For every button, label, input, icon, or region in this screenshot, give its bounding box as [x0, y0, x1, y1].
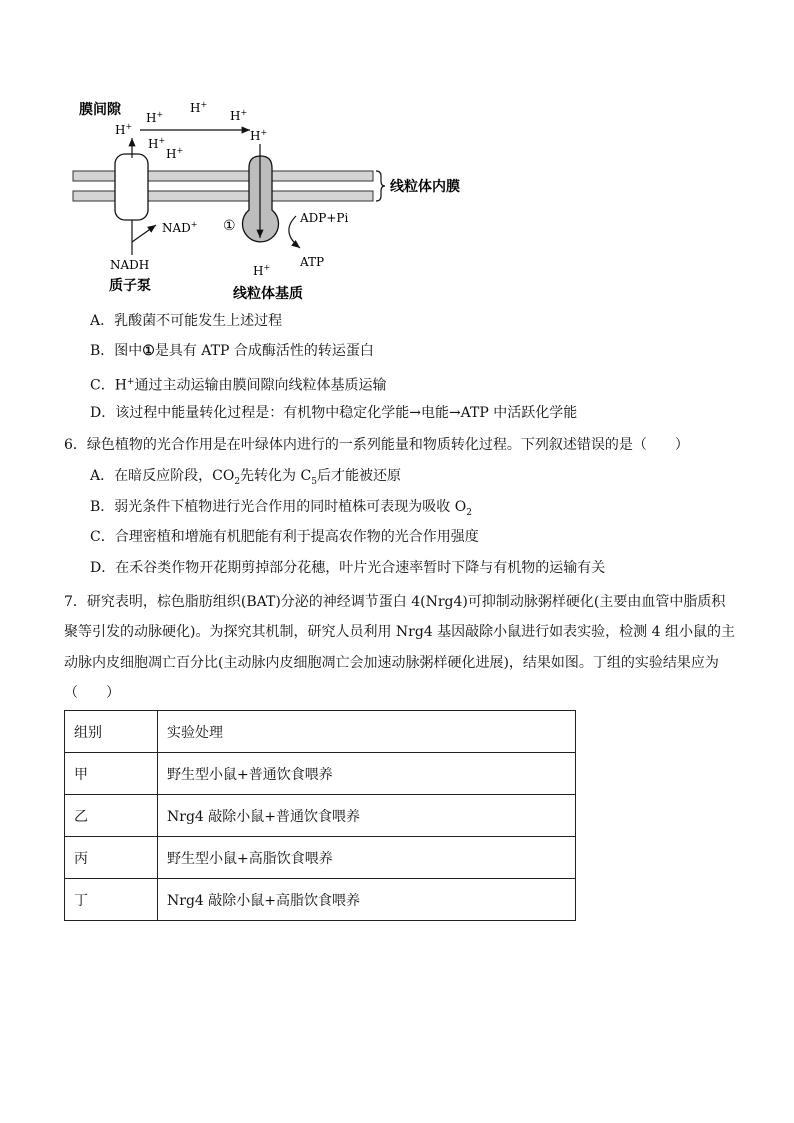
table-header-cell: 组别 [65, 711, 158, 753]
table-row [65, 837, 576, 879]
q7-stem-line-3: 动脉内皮细胞凋亡百分比(主动脉内皮细胞凋亡会加速动脉粥样硬化进展)，结果如图。丁组的实验结果应为 [64, 655, 719, 671]
q7-stem-line-1: 7．研究表明，棕色脂肪组织(BAT)分泌的神经调节蛋白 4(Nrg4)可抑制动脉粥样硬化(主要由血管中脂质积 [64, 594, 726, 610]
experiment-table [64, 710, 576, 921]
q7-stem-line-4: （ ） [64, 685, 120, 701]
table-cell-treatment: Nrg4 敲除小鼠+普通饮食喂养 [158, 795, 576, 837]
matrix-label: 线粒体基质 [233, 286, 303, 302]
circle-one-label: ① [223, 218, 236, 234]
circle-one-label: ① [142, 343, 155, 359]
q5-option-d: D．该过程中能量转化过程是：有机物中稳定化学能→电能→ATP 中活跃化学能 [90, 405, 578, 421]
table-row [65, 795, 576, 837]
table-row [65, 753, 576, 795]
atp-label: ATP [300, 255, 325, 269]
h-ion-label: H+ [253, 263, 271, 278]
q5-option-c: C．H+通过主动运输由膜间隙向线粒体基质运输 [90, 377, 387, 394]
membrane-brace [376, 171, 385, 201]
h-ion-label: H+ [166, 146, 184, 161]
nadh-label: NADH [110, 258, 150, 272]
h-ion-label: H+ [190, 100, 208, 115]
table-cell-treatment: 野生型小鼠+高脂饮食喂养 [158, 837, 576, 879]
q7-stem-line-2: 聚等引发的动脉硬化)。为探究其机制，研究人员利用 Nrg4 基因敲除小鼠进行如表实验，检测 4 组小鼠的主 [64, 624, 735, 640]
proton-pump-label: 质子泵 [109, 278, 151, 294]
inner-membrane-label: 线粒体内膜 [390, 179, 460, 195]
nad-plus-label: NAD+ [162, 220, 198, 235]
table-cell-treatment: Nrg4 敲除小鼠+高脂饮食喂养 [158, 879, 576, 921]
h-ion-label: H+ [230, 108, 248, 123]
h-ion-label: H+ [250, 128, 268, 143]
q6-option-a: A．在暗反应阶段，$CO_2$先转化为 $C_5$后才能被还原 [90, 468, 401, 487]
table-header-row [65, 711, 576, 753]
h-ion-label: H+ [148, 136, 166, 151]
mitochondria-membrane-diagram [60, 92, 480, 307]
table-cell-group: 乙 [65, 795, 158, 837]
table-cell-treatment: 野生型小鼠+普通饮食喂养 [158, 753, 576, 795]
intermembrane-space-label: 膜间隙 [79, 102, 121, 118]
q6-stem: 6．绿色植物的光合作用是在叶绿体内进行的一系列能量和物质转化过程。下列叙述错误的是（ ） [64, 437, 689, 453]
table-cell-group: 丙 [65, 837, 158, 879]
table-row [65, 879, 576, 921]
table-cell-group: 甲 [65, 753, 158, 795]
q6-option-d: D．在禾谷类作物开花期剪掉部分花穗，叶片光合速率暂时下降与有机物的运输有关 [90, 560, 606, 576]
q5-option-b: B．图中①是具有 ATP 合成酶活性的转运蛋白 [90, 343, 374, 359]
q5-option-a: A．乳酸菌不可能发生上述过程 [90, 313, 283, 329]
proton-pump-shape [115, 154, 148, 220]
q6-option-b: B．弱光条件下植物进行光合作用的同时植株可表现为吸收 $O_2$ [90, 499, 472, 518]
h-ion-label: H+ [115, 122, 133, 137]
adp-pi-label: ADP+Pi [300, 211, 349, 225]
h-ion-label: H+ [146, 110, 164, 125]
q6-option-c: C．合理密植和增施有机肥能有利于提高农作物的光合作用强度 [90, 529, 479, 545]
table-cell-group: 丁 [65, 879, 158, 921]
table-header-cell: 实验处理 [158, 711, 576, 753]
